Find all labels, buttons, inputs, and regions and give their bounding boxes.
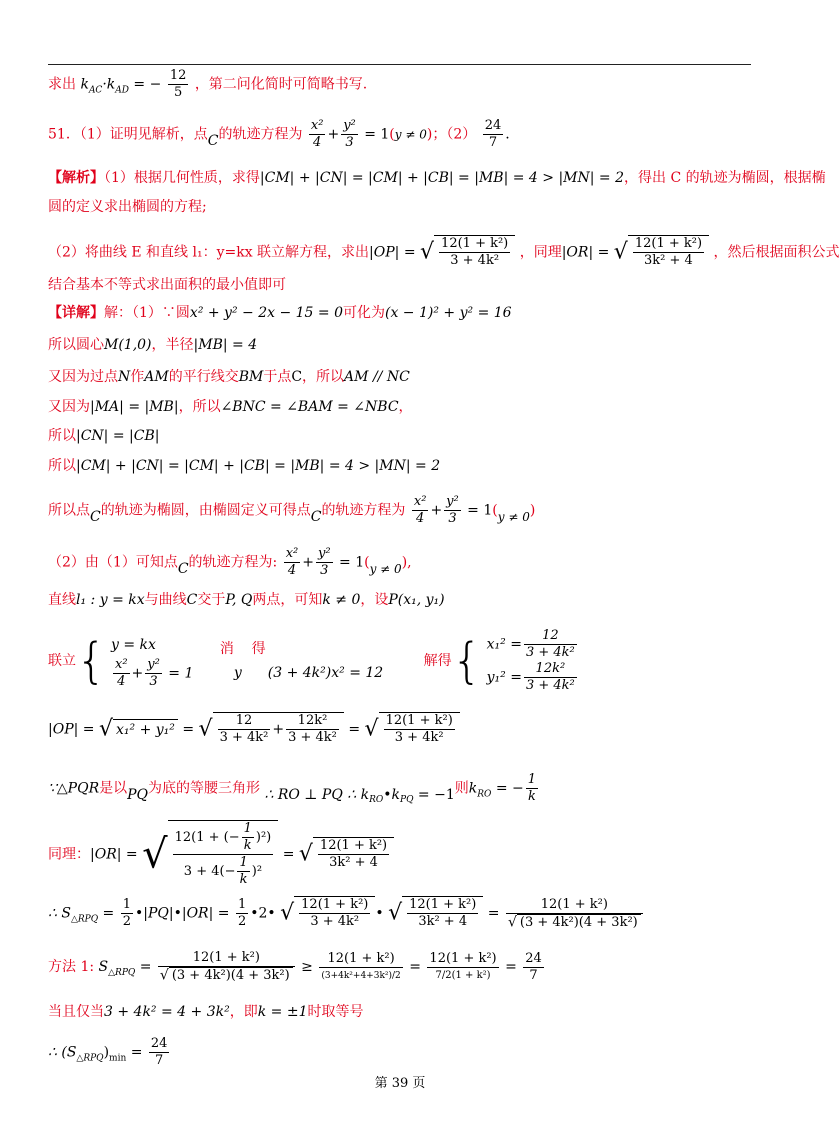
system-equations: y = kx $\frac{\text{x²}}{4}$ + $\frac{\text{y²}}{3}$ = 1 xyxy=(111,636,194,689)
equality-condition: 当且仅当3 + 4k² = 4 + 3k²，即k = ±1时取等号 xyxy=(48,1004,364,1020)
detail-sum: 所以|CM| + |CN| = |CM| + |CB| = |MB| = 4 > |MN| = 2 xyxy=(48,458,441,474)
analysis-part1-cont: 圆的定义求出椭圆的方程; xyxy=(48,199,207,215)
detail-start: 【详解】解：（1）∵圆x² + y² − 2x − 15 = 0可化为(x − 1)² + y² = 16 xyxy=(48,305,512,321)
fraction-12-5: $\frac{12}{5}$ xyxy=(169,68,187,100)
detail-cn-cb: 所以|CN| = |CB| xyxy=(48,428,160,444)
min-area: ∴ $(S_{\triangle RPQ})_{min}$ = $\frac{24}{7}$ xyxy=(48,1036,168,1068)
part2-line: 直线l₁ : y = kx与曲线C交于P, Q两点，可知k ≠ 0，设P(x₁, y₁) xyxy=(48,592,445,608)
analysis-part2-cont: 结合基本不等式求出面积的最小值即可 xyxy=(48,277,286,293)
detail-ellipse: 所以点C的轨迹为椭圆，由椭圆定义可得点C的轨迹方程为 $\frac{\text{x²}}{4}$ + $\frac{\text{y²}}{3}$ = 1(y ≠ 0) xyxy=(48,494,536,526)
op-length: |OP| = √ x₁² + y₁² = √ $\frac{12}{\text{3 + 4k²}}$ + $\frac{\text{12k²}}{\text{3 + 4k²}}$ = √ $\frac{\text{12(1 + k²)}}{\text{3 + 4k²}}$ xyxy=(48,712,460,746)
header-rule xyxy=(48,64,751,65)
detail-parallel: 又因为过点N作AM的平行线交BM于点C，所以AM // NC xyxy=(48,369,410,385)
isosceles-line: ∵△PQR是以PQ为底的等腰三角形 ∴ RO ⊥ PQ ∴ $k_{RO}•k_{PQ} = -1$则$k_{RO}$ = − $\frac{1}{k}$ xyxy=(48,772,537,806)
system-solution: x₁² = $\frac{12}{\text{3 + 4k²}}$ y₁² = $\frac{\text{12k²}}{\text{3 + 4k²}}$ xyxy=(486,628,575,693)
line-conclusion-prev: 求出 $k_{AC}\cdot k_{AD}$ = − $\frac{12}{5}$ ，第二问化简时可简略书写. xyxy=(48,68,368,100)
detail-angles: 又因为|MA| = |MB|，所以∠BNC = ∠BAM = ∠NBC， xyxy=(48,399,413,415)
area-formula: ∴ $S_{\triangle RPQ}$ = $\frac{1}{2}$ •|PQ|•|OR| = $\frac{1}{2}$ •2• √ $\frac{\text{12(1 + k²)}}{\text{3 + 4k²}}$ • √ $\frac{\text{12(1 + k²)}}{\text{3k² + 4}}$ = $\frac{\text{12(1 + k²)}}{\text{√ (3 + 4k²)(4 + 3k²)}}$ xyxy=(48,896,645,931)
page-number: 第 39 页 xyxy=(374,1076,426,1091)
or-length: 同理：|OR| = √ 12(1 + (− $\frac{1}{k}$ )²) 3 + 4(− $\frac{1}{k}$ )² = √ $\frac{\text{12(1 + k²)}}{\text{3k² + 4}}$ xyxy=(48,820,394,890)
answer-51: 51．（1）证明见解析，点C的轨迹方程为 $\frac{\text{x²}}{4}$ + $\frac{\text{y²}}{3}$ = 1(y ≠ 0)；（2） $\frac{24}{7}$ . xyxy=(48,118,510,150)
analysis-part1: 【解析】（1）根据几何性质，求得|CM| + |CN| = |CM| + |CB| = |MB| = 4 > |MN| = 2，得出 C 的轨迹为椭圆，根据椭 xyxy=(48,170,826,186)
part2-system: 联立{ y = kx $\frac{\text{x²}}{4}$ + $\frac{\text{y²}}{3}$ = 1 消 得 y (3 + 4k²)x² = 12 解得{ x₁² = $\frac{12}{\text{3 + 4k²}}$ y₁² = $\frac{\text{12k²}}{\text{3 + 4k²}}$ xyxy=(48,628,579,698)
method-1: 方法 1: $S_{\triangle RPQ}$ = $\frac{\text{12(1 + k²)}}{\text{√ (3 + 4k²)(4 + 3k²)}}$ ≥ $\frac{\text{12(1 + k²)}}{\text{(3+4k²+4+3k²)/2}}$ = $\frac{\text{12(1 + k²)}}{\text{7/2(1 + k²)}}$ = $\frac{24}{7}$ xyxy=(48,950,542,984)
detail-center: 所以圆心M(1,0)，半径|MB| = 4 xyxy=(48,337,258,353)
analysis-part2: （2）将曲线 E 和直线 l₁：y=kx 联立解方程，求出|OP| = √ $\frac{\text{12(1 + k²)}}{\text{3 + 4k²}}$ ，同理|OR| = √ $\frac{\text{12(1 + k²)}}{\text{3k² + 4}}$ ，然后根据面积公式 xyxy=(48,236,839,268)
part2-trajectory: （2）由（1）可知点C的轨迹方程为: $\frac{\text{x²}}{4}$ + $\frac{\text{y²}}{3}$ = 1(y ≠ 0), xyxy=(48,546,412,578)
